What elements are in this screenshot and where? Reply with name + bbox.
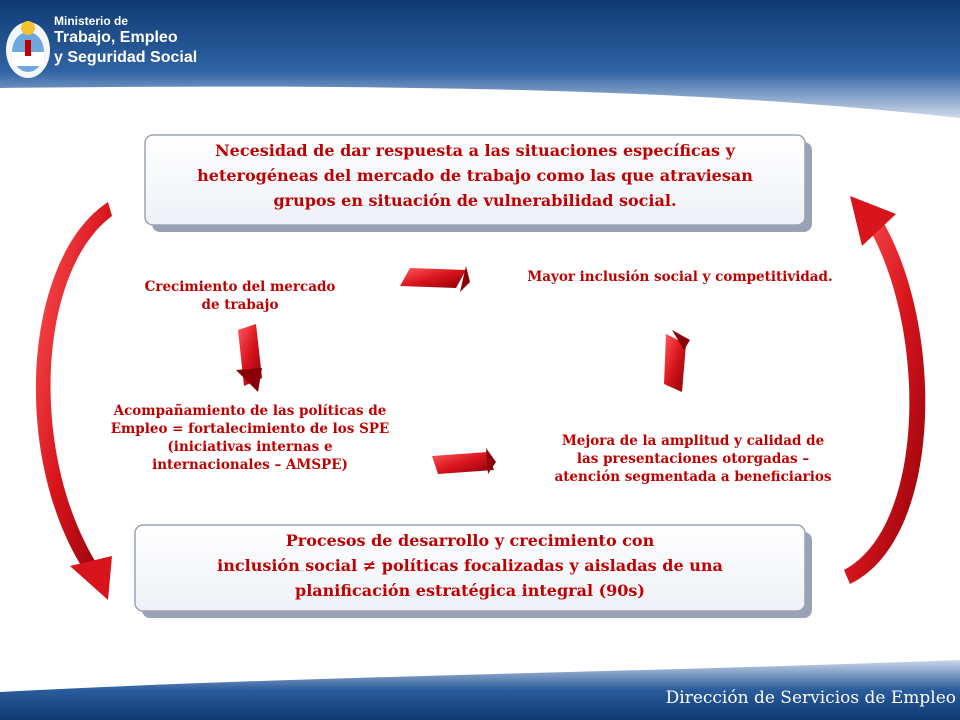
ministry-name xyxy=(54,14,197,68)
node-growth-line-2: de trabajo xyxy=(201,297,279,313)
bottom-box-text xyxy=(140,528,800,603)
footer-label: Dirección de Servicios de Empleo xyxy=(665,688,956,708)
ministry-line-1: Ministerio de xyxy=(54,14,129,28)
node-support xyxy=(70,402,430,474)
node-quality-line-2: las presentaciones otorgadas – xyxy=(576,451,810,467)
node-quality-line-3: atención segmentada a beneficiarios xyxy=(554,469,832,485)
node-inclusion xyxy=(470,268,890,286)
node-support-line-4: internacionales – AMSPE) xyxy=(152,457,348,473)
node-inclusion-line-1: Mayor inclusión social y competitividad. xyxy=(527,269,833,285)
arrow-support-to-quality xyxy=(432,448,496,474)
bottom-box-line-1: Procesos de desarrollo y crecimiento con xyxy=(285,531,655,550)
node-support-line-1: Acompañamiento de las políticas de xyxy=(113,403,387,419)
right-curved-arrow xyxy=(844,196,925,584)
top-box-line-1: Necesidad de dar respuesta a las situaciones específicas y xyxy=(215,141,735,160)
top-box-line-2: heterogéneas del mercado de trabajo como las que atraviesan xyxy=(197,166,753,185)
node-quality-line-1: Mejora de la amplitud y calidad de xyxy=(561,433,825,449)
bottom-box-line-3: planificación estratégica integral (90s) xyxy=(295,581,645,600)
top-box-text xyxy=(150,138,800,213)
arrow-growth-to-support xyxy=(236,324,262,392)
arrow-inclusion-to-growth xyxy=(400,266,470,292)
node-growth-line-1: Crecimiento del mercado xyxy=(144,279,336,295)
node-support-line-2: Empleo = fortalecimiento de los SPE xyxy=(110,421,390,437)
ministry-line-2: Trabajo, Empleo xyxy=(54,29,178,46)
left-curved-arrow xyxy=(36,202,112,600)
ministry-line-3: y Seguridad Social xyxy=(54,49,198,66)
node-support-line-3: (iniciativas internas e xyxy=(167,439,333,455)
arrow-quality-to-inclusion xyxy=(664,330,690,392)
bottom-box-line-2: inclusión social ≠ políticas focalizadas y aisladas de una xyxy=(217,556,723,575)
node-quality xyxy=(508,432,878,486)
top-box-line-3: grupos en situación de vulnerabilidad social. xyxy=(273,191,677,210)
node-growth xyxy=(110,278,370,314)
